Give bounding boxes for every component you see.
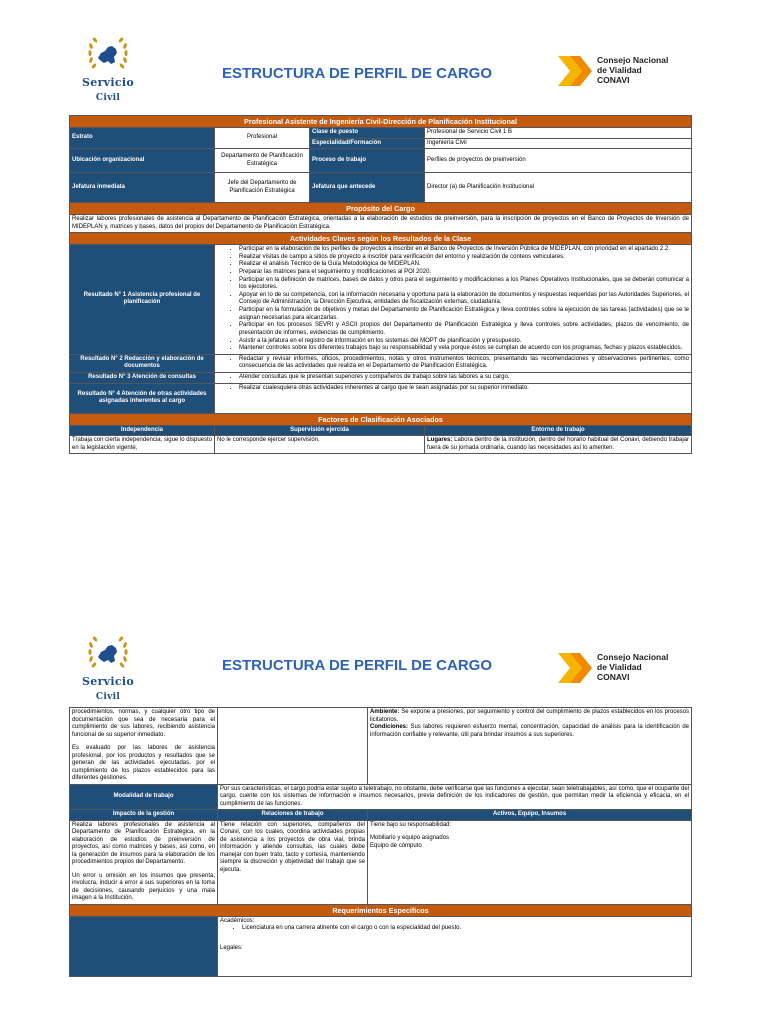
page-header [0,617,768,705]
resultado-2-label: Resultado N° 2 Redacción y elaboración de documentos [70,354,215,372]
activity-item: • Realizar el análisis Técnico de la Guía Metodológica de MIDEPLAN. [239,261,689,269]
requerimientos-text [218,916,692,976]
independencia-header: Independencia [70,425,215,436]
ubicacion-label: Ubicación organizacional [70,149,215,173]
supervision-text-cont [218,708,368,785]
resultado-4-label: Resultado N° 4 Atención de otras actividades asignadas inherentes al cargo [70,383,215,413]
document-title: ESTRUCTURA DE PERFIL DE CARGO [222,65,493,82]
condiciones-label: Condiciones: [370,724,409,730]
ambiente-label: Ambiente: [370,709,400,715]
modalidad-text: Por sus características, el cargo podría estar sujeto a teletrabajo, no obstante, debe verificarse que las funciones a ejecutar, sean teletrabajables, así como, que el ocupante del cargo, cuente con los sistemas de información e insumos necesarios, previa definición de los indicadores de gestión, que permitan medir la eficiencia y eficacia, en el cumplimiento de las funciones. [218,784,692,810]
activity-item: • Apoyar en lo de su competencia, con la información necesaria y oportuna para la elaboración de documentos y respuestas requeridas por las Autoridades Superiores, el Consejo de Administración, la Dirección Ejecutiva, entidades de fiscalización externas, ciudadanía. [239,292,689,307]
activos-header: Activos, Equipo, Insumos [368,810,692,821]
condiciones-text: Sus labores requieren esfuerzo mental, concentración, capacidad de análisis para la identificación de información confiable y relevante, útil para brindar insumos a sus superiores. [370,724,689,738]
clase-value: Profesional de Servicio Civil 1 B [425,128,692,139]
ambiente-text: Se expone a presiones, por seguimiento y control del cumplimiento de plazos establecidos en los procesos licitatorios. [370,709,689,723]
ubicacion-value: Departamento de Planificación Estratégica [215,149,310,173]
lugares-label: Lugares: [427,437,453,444]
resultado-3-label: Resultado N° 3 Atención de consultas [70,373,215,384]
clase-label: Clase de puesto [310,128,425,139]
activity-item: • Realizar visitas de campo a sitios de proyecto a inscribir para verificación del entorno y realización de conteos vehiculares. [239,254,689,262]
lugares-text: Labora dentro de la Institución, dentro del horario habitual del Conavi, debiendo trabajar fuera de su jornada ordinaria, cuando las necesidades así lo ameriten. [427,437,690,451]
estrato-value: Profesional [215,128,310,149]
servicio-civil-logo [68,36,148,103]
activity-item: • Participar en la definición de matrices, bases de datos y otros para el seguimiento y modificaciones a los Planes Operativos Institucionales, que se deberán comunicar a los ejecutores. [239,277,689,292]
activity-item: • Preparar las matrices para el seguimiento y modificaciones al POI 2020. [239,269,689,277]
profile-table [69,115,692,454]
supervision-text: No le corresponde ejercer supervisión. [215,436,425,454]
profile-table-wrapper [69,115,692,454]
page-gap [0,560,768,617]
activity-item: • Asistir a la jefatura en el registro de información en los sistemas del MOPT de planificación y presupuesto. [239,338,689,346]
relaciones-text: Tiene relación con superiores, compañeros del Conavi, con los cuales, coordina actividades propias de asistencia a los proyectos de obra vial, brinda información y atiende consultas, las cuales debe manejar con buen trato, tacto y cortesía, manteniendo siempre la discreción y objetividad del trabajo que se ejecuta. [218,820,368,904]
activity-item: • Mantener controles sobre los diferentes trabajos bajo su responsabilidad y vela porque éstos se cumplan de acuerdo con los programas, fechas y plazos establecidos. [239,345,689,353]
estrato-label: Estrato [70,128,215,149]
proceso-label: Proceso de trabajo [310,149,425,173]
conavi-chevrons-icon [556,52,594,90]
antecede-value: Director (a) de Planificación Institucional [425,173,692,203]
activity-item: • Redactar y revisar informes, oficios, procedimientos, notas y otros instrumentos técnicos, presentando las recomendaciones y observaciones pertinentes, como consecuencia de las actividades que realiza en el Departamento de Planificación Estratégica. [239,356,689,371]
impacto-text: Realiza labores profesionales de asistencia al Departamento de Planificación Estratégica, en la elaboración de estudios de preinversión de proyectos, así como matrices y bases, así como, en la generación de insumos para la elaboración de los procedimientos propios del Departamento. Un error u omisión en los insumos que presenta, involucra, inducir a error a sus superiores en la toma de decisiones, causando perjuicios y una mala imagen a la Institución. [70,820,218,904]
activity-item: • Participar en los procesos SEVRI y ASCII propios del Departamento de Planificación Estratégica y lleva controles sobre actividades, plazos de vencimiento, de presentación de informes, evidencias de cumplimiento. [239,322,689,337]
resultado-1-label: Resultado N° 1 Asistencia profesional de planificación [70,245,215,355]
requerimientos-label [70,916,218,976]
laurel-emblem-icon [86,635,130,673]
jefatura-label: Jefatura inmediata [70,173,215,203]
antecede-label: Jefatura que antecede [310,173,425,203]
profile-table-continued-wrapper [69,707,692,977]
servicio-civil-wordmark: Servicio Civil [82,76,134,103]
entorno-text-cont [368,708,692,785]
resultado-4-activities [215,383,692,413]
profile-table-continued [69,707,692,977]
resultado-2-activities [215,354,692,372]
activity-item: • Atender consultas que le presentan superiores y compañeros de trabajo sobre las labores a su cargo. [239,374,689,382]
entorno-text [425,436,692,454]
proposito-band: Propósito del Cargo [70,203,692,215]
conavi-chevrons-icon [556,649,594,687]
impacto-header: Impacto de la gestión [70,810,218,821]
especialidad-label: Especialidad/Formación [310,138,425,149]
academicos-label: Académicos: [220,917,255,924]
entorno-header: Entorno de trabajo [425,425,692,436]
conavi-wordmark: Consejo Nacional de Vialidad CONAVI [597,55,669,86]
especialidad-value: Ingeniería Civil [425,138,692,149]
laurel-emblem-icon [86,36,130,74]
proceso-value: Perfiles de proyectos de preinversión [425,149,692,173]
activity-item: • Realizar cualesquiera otras actividades inherentes al cargo que le sean asignadas por su superior inmediato. [239,385,689,393]
page-header [0,0,768,103]
activity-item: • Participar en la elaboración de los perfiles de proyectos a inscribir en el Banco de Proyectos de Inversión Pública de MIDEPLAN, con prioridad en el apartado 2.2. [239,246,689,254]
academicos-item: • Licenciatura en una carrera atinente con el cargo o con la especialidad del puesto. [242,925,689,933]
supervision-header: Supervisión ejercida [215,425,425,436]
independencia-text-cont: procedimientos, normas, y cualquier otro tipo de documentación que sea de necesaria para el cumplimiento de sus labores, recibiendo asistencia funcional de su superior inmediato. Es evaluado por las labores de asistencia profesional, por los productos y resultados que se generan de las actividades ejecutadas, por el cumplimiento de los plazos establecidos para las diferentes gestiones. [70,708,218,785]
conavi-logo [556,52,676,92]
resultado-1-activities [215,245,692,355]
modalidad-label: Modalidad de trabajo [70,784,218,810]
servicio-civil-wordmark: Servicio Civil [82,675,134,702]
relaciones-header: Relaciones de trabajo [218,810,368,821]
resultado-3-activities [215,373,692,384]
actividades-band: Actividades Claves según los Resultados de la Clase [70,233,692,245]
document-page-2 [0,617,768,1024]
activos-text: Tiene bajo su responsabilidad: Mobiliario y equipo asignados Equipo de cómputo [368,820,692,904]
requerimientos-band: Requerimientos Específicos [70,904,692,916]
independencia-text: Trabaja con cierta independencia, sigue lo dispuesto en la legislación vigente, [70,436,215,454]
job-title-band: Profesional Asistente de Ingeniería Civil-Dirección de Planificación Institucional [70,116,692,128]
factores-band: Factores de Clasificación Asociados [70,413,692,425]
servicio-civil-logo [68,635,148,702]
document-title: ESTRUCTURA DE PERFIL DE CARGO [222,657,493,674]
proposito-text: Realizar labores profesionales de asistencia al Departamento de Planificación Estratégica, orientadas a la elaboración de estudios de preinversión, para la inscripción de proyectos en el Banco de Proyectos de Inversión de MIDEPLAN y, matrices y bases, datos del propios del Departamento de Planificación Estratégica. [70,215,692,233]
conavi-logo [556,649,676,689]
conavi-wordmark: Consejo Nacional de Vialidad CONAVI [597,652,669,683]
legales-label: Legales: [220,944,243,951]
jefatura-value: Jefe del Departamento de Planificación Estratégica [215,173,310,203]
activity-item: • Participar en la formulación de objetivos y metas del Departamento de Planificación Estratégica y lleva controles sobre la ejecución de las tareas (actividades) que se le asignan necesarias para alcanzarlas. [239,307,689,322]
